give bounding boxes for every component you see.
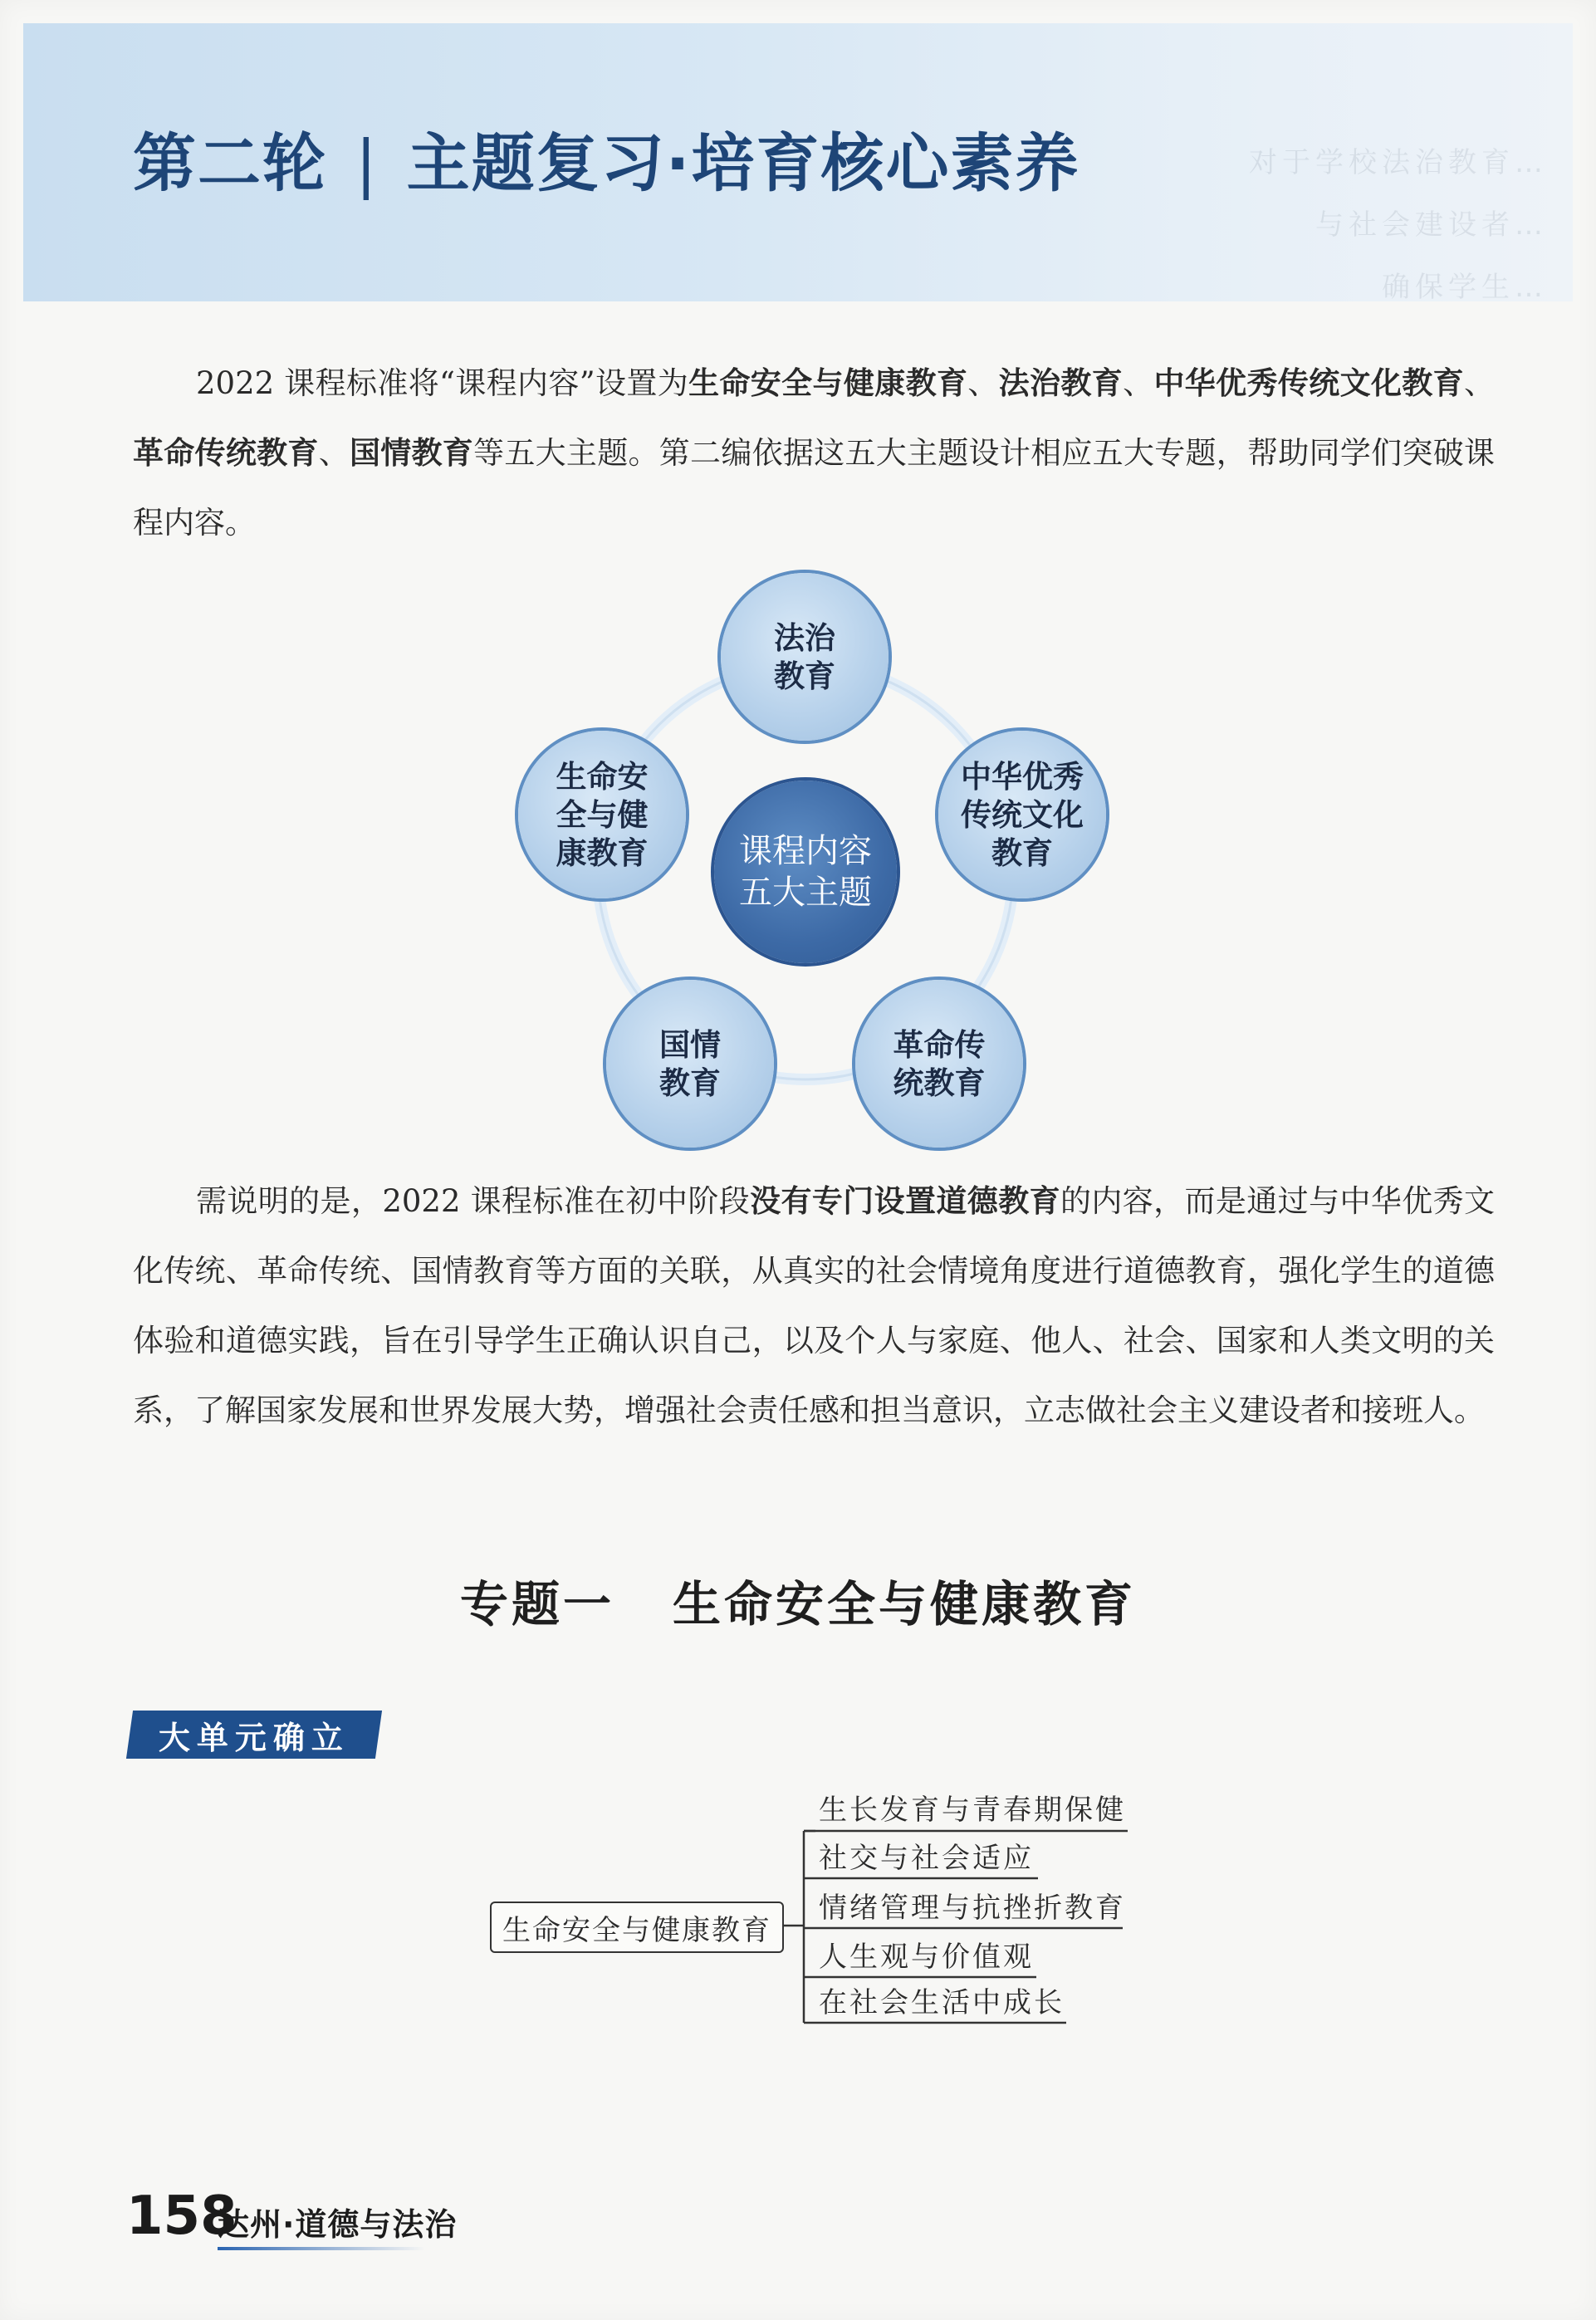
diagram-node-law — [721, 573, 889, 741]
section-heading: 生命安全与健康教育 — [673, 1576, 1137, 1632]
tree-root-node: 生命安全与健康教育 — [490, 1902, 784, 1953]
tree-leaf: 人生观与价值观 — [819, 1941, 1034, 1974]
banner-ghost-text: 对于学校法治教育… — [1249, 146, 1548, 179]
diagram-node-culture — [938, 731, 1106, 898]
banner-ghost-text: 确保学生… — [1382, 271, 1548, 301]
diagram-node-revolution — [855, 980, 1023, 1148]
intro-text: 、 — [1464, 365, 1496, 401]
chapter-title-part2: 主题复习·培育核心素养 — [406, 126, 1080, 200]
node-line: 课程内容 — [739, 832, 872, 870]
intro-bold: 中华优秀传统文化教育 — [1153, 365, 1465, 401]
footer-book-title: 达州·道德与法治 — [218, 2206, 458, 2243]
intro-paragraph — [133, 349, 1495, 558]
node-line: 革命传 — [893, 1026, 986, 1063]
intro-bold: 法治教育 — [998, 365, 1124, 401]
intro-bold: 革命传统教育 — [133, 435, 319, 471]
note-text: 需说明的是，2022 课程标准在初中阶段 — [196, 1183, 751, 1219]
note-text: 的内容，而是通过与中华优秀文化传统、革命传统、国情教育等方面的关联，从真实的社会情境角度进行道德教育，强化学生的道德体验和道德实践，旨在引导学生正确认识自己，以及个人与家庭、他人、社会、国家和人类文明的关系，了解国家发展和世界发展大势，增强社会责任感和担当意识，立志做社会主义建设者和接班人。 — [133, 1183, 1496, 1428]
intro-bold: 国情教育 — [349, 435, 474, 471]
note-paragraph — [133, 1167, 1495, 1446]
node-line: 传统文化 — [961, 796, 1084, 833]
intro-text: 、 — [318, 435, 350, 471]
node-line: 全与健 — [556, 796, 649, 833]
chapter-title — [133, 113, 1080, 203]
footer-underline — [218, 2247, 425, 2250]
node-line: 教育 — [659, 1065, 721, 1101]
banner-ghost-text: 与社会建设者… — [1315, 208, 1548, 242]
chapter-banner — [23, 23, 1573, 301]
section-label: 专题一 — [459, 1576, 614, 1632]
node-line: 法治 — [774, 619, 835, 656]
diagram-node-safety — [518, 731, 686, 898]
intro-text: 、 — [967, 365, 999, 401]
node-line: 生命安 — [556, 758, 649, 795]
node-line: 康教育 — [556, 835, 649, 871]
node-line: 五大主题 — [739, 874, 872, 912]
section-title — [0, 1565, 1596, 1635]
note-bold: 没有专门设置道德教育 — [750, 1183, 1060, 1219]
chapter-title-separator: | — [355, 126, 379, 200]
intro-text: 等五大主题。第二编依据这五大主题设计相应五大专题，帮助同学们突破课程内容。 — [133, 435, 1496, 541]
chapter-title-part1: 第二轮 — [133, 126, 327, 200]
five-themes-diagram — [498, 573, 1113, 1171]
tree-leaf: 情绪管理与抗挫折教育 — [819, 1892, 1126, 1925]
diagram-center-node — [714, 781, 897, 963]
page-number: 158 — [126, 2185, 237, 2247]
tree-leaf: 生长发育与青春期保健 — [819, 1794, 1126, 1827]
node-line: 国情 — [659, 1026, 721, 1063]
diagram-node-national — [606, 980, 774, 1148]
intro-text: 2022 课程标准将“课程内容”设置为 — [196, 365, 689, 401]
node-line: 统教育 — [893, 1065, 986, 1101]
unit-badge-label: 大单元确立 — [158, 1719, 350, 1756]
node-line: 中华优秀 — [961, 758, 1084, 795]
node-line: 教育 — [991, 835, 1053, 871]
node-line: 教育 — [774, 658, 835, 694]
tree-leaf: 在社会生活中成长 — [819, 1986, 1065, 2019]
tree-leaf: 社交与社会适应 — [819, 1842, 1034, 1875]
unit-badge — [126, 1711, 382, 1759]
intro-bold: 生命安全与健康教育 — [688, 365, 968, 401]
intro-text: 、 — [1123, 365, 1154, 401]
